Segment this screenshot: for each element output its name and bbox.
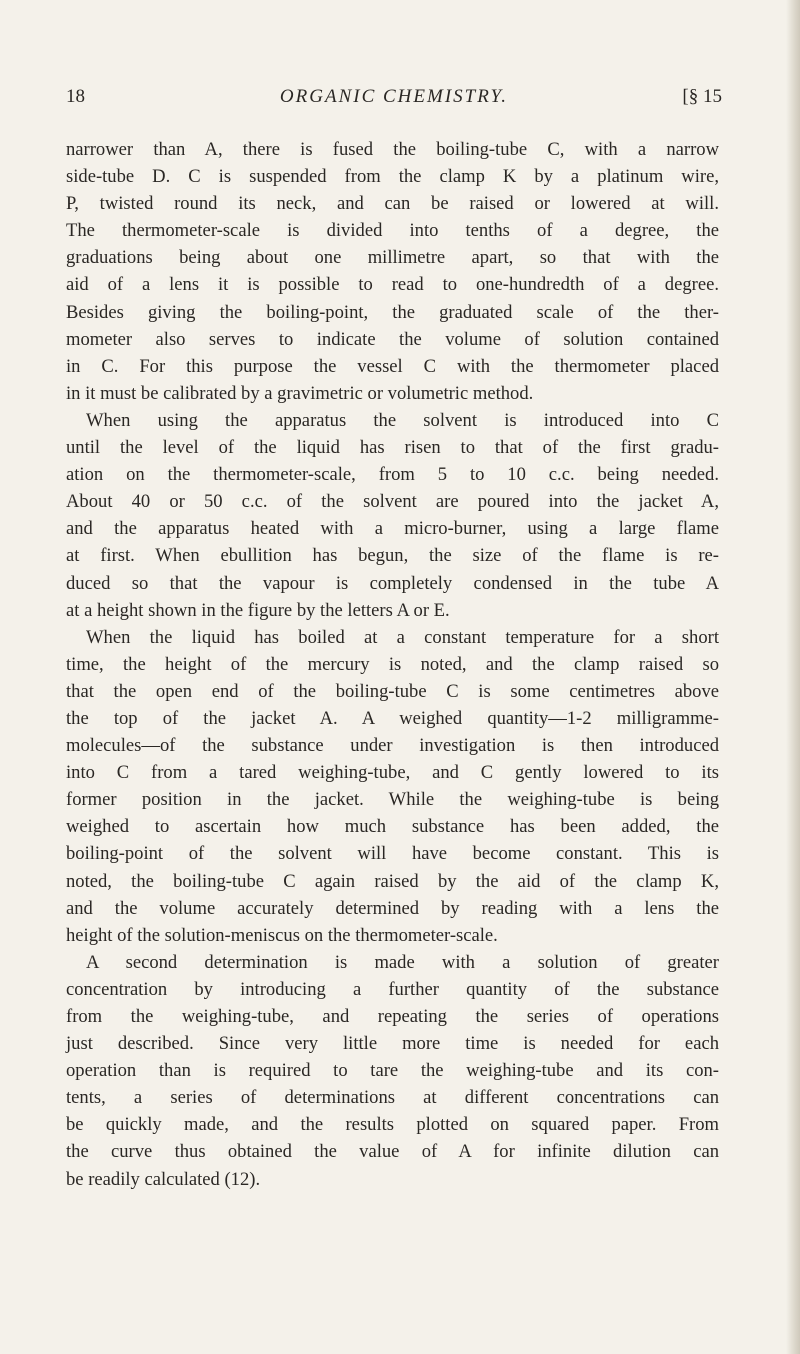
paragraph-start: When the liquid has boiled at a constant temperature for a short [86, 626, 719, 648]
text-line: operation than is required to tare the weighing-tube and its con- [66, 1060, 719, 1082]
text-line: at a height shown in the figure by the letters A or E. [66, 599, 450, 621]
text-line: at first. When ebullition has begun, the size of the flame is re- [66, 545, 719, 567]
text-line: former position in the jacket. While the weighing-tube is being [66, 789, 719, 811]
text-line: the top of the jacket A. A weighed quantity—1-2 milligramme- [66, 707, 719, 729]
text-line: be readily calculated (12). [66, 1168, 261, 1190]
text-line: concentration by introducing a further quantity of the substance [66, 978, 719, 1000]
page-edge-shadow [786, 0, 800, 1354]
text-line: Besides giving the boiling-point, the graduated scale of the ther- [66, 301, 719, 323]
text-line: until the level of the liquid has risen to that of the first gradu- [66, 437, 719, 459]
text-line: height of the solution-meniscus on the thermometer-scale. [66, 924, 498, 946]
text-line: mometer also serves to indicate the volume of solution contained [66, 328, 719, 350]
text-line: aid of a lens it is possible to read to one-hundredth of a degree. [66, 274, 719, 296]
running-title: ORGANIC CHEMISTRY. [279, 86, 509, 107]
page-header [66, 86, 722, 116]
text-line: in C. For this purpose the vessel C with the thermometer placed [66, 355, 719, 377]
text-line: that the open end of the boiling-tube C is some centimetres above [66, 680, 719, 702]
paragraph-start: When using the apparatus the solvent is introduced into C [86, 409, 719, 431]
text-line: be quickly made, and the results plotted on squared paper. From [66, 1114, 719, 1136]
text-line: molecules—of the substance under investigation is then introduced [66, 735, 719, 757]
section-reference: [§ 15 [682, 86, 722, 107]
text-line: graduations being about one millimetre apart, so that with the [66, 247, 719, 269]
text-line: P, twisted round its neck, and can be raised or lowered at will. [66, 193, 719, 215]
text-line: tents, a series of determinations at different concentrations can [66, 1087, 719, 1109]
text-line: time, the height of the mercury is noted, and the clamp raised so [66, 653, 719, 675]
text-line: boiling-point of the solvent will have become constant. This is [66, 843, 719, 865]
text-line: narrower than A, there is fused the boiling-tube C, with a narrow [66, 139, 719, 160]
text-line: just described. Since very little more time is needed for each [66, 1033, 719, 1055]
text-line: in it must be calibrated by a gravimetric or volumetric method. [66, 382, 534, 404]
text-line: noted, the boiling-tube C again raised by the aid of the clamp K, [66, 870, 719, 892]
text-line: side-tube D. C is suspended from the clamp K by a platinum wire, [66, 166, 719, 188]
text-line: duced so that the vapour is completely condensed in the tube A [66, 572, 719, 594]
text-line: The thermometer-scale is divided into tenths of a degree, the [66, 220, 719, 242]
text-line: weighed to ascertain how much substance has been added, the [66, 816, 719, 838]
text-line: and the volume accurately determined by reading with a lens the [66, 897, 719, 919]
text-line: ation on the thermometer-scale, from 5 to 10 c.c. being needed. [66, 464, 719, 486]
text-line: and the apparatus heated with a micro-burner, using a large flame [66, 518, 719, 540]
text-line: the curve thus obtained the value of A for infinite dilution can [66, 1141, 719, 1163]
text-line: About 40 or 50 c.c. of the solvent are poured into the jacket A, [66, 491, 719, 513]
body-text [66, 136, 719, 1193]
text-line: from the weighing-tube, and repeating the series of operations [66, 1006, 719, 1027]
paragraph-start: A second determination is made with a solution of greater [86, 951, 719, 973]
page-number: 18 [66, 86, 85, 107]
text-line: into C from a tared weighing-tube, and C gently lowered to its [66, 762, 719, 784]
